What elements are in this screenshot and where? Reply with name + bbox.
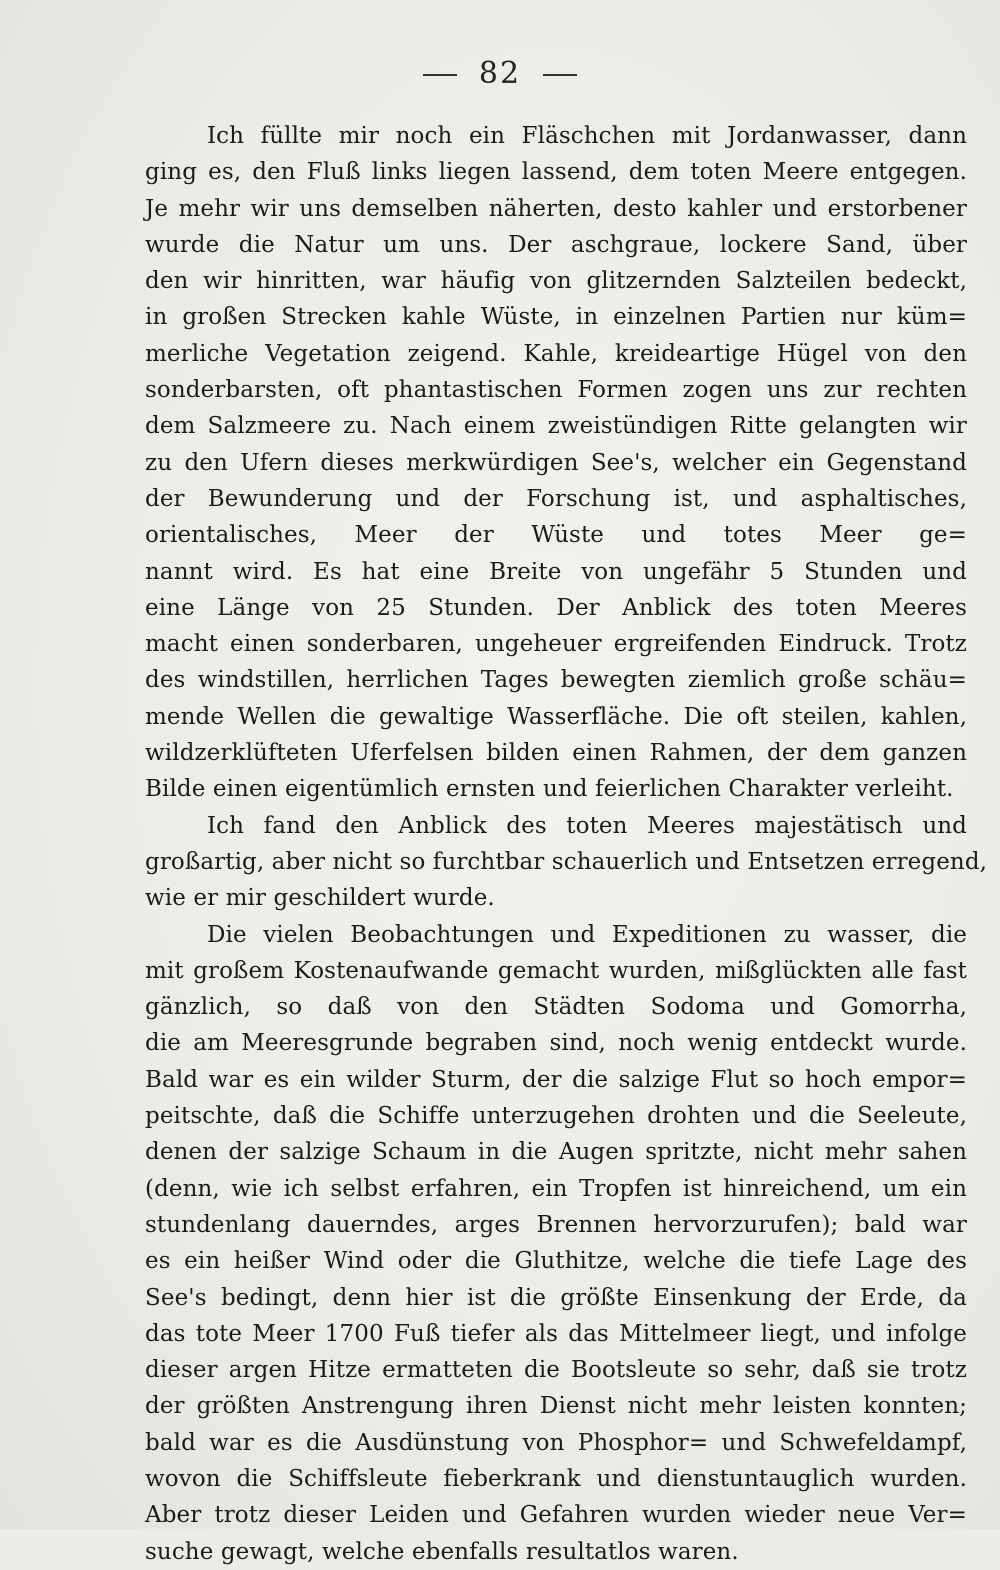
page-number: 82 xyxy=(478,56,522,91)
text-line: mit großem Kostenaufwande gemacht wurden, mißglückten alle fast xyxy=(145,957,967,984)
text-line: orientalisches, Meer der Wüste und totes Meer ge= xyxy=(145,522,967,549)
text-line: Bilde einen eigentümlich ernsten und feierlichen Charakter verleiht. xyxy=(145,776,954,803)
text-line: das tote Meer 1700 Fuß tiefer als das Mittelmeer liegt, und infolge xyxy=(145,1320,967,1347)
text-line: bald war es die Ausdünstung von Phosphor= und Schwefeldampf, xyxy=(145,1429,967,1456)
text-line: Aber trotz dieser Leiden und Gefahren wurden wieder neue Ver= xyxy=(145,1502,967,1529)
text-line: Die vielen Beobachtungen und Expeditionen zu wasser, die xyxy=(207,921,967,948)
text-line: großartig, aber nicht so furchtbar schauerlich und Entsetzen erregend, xyxy=(145,848,988,875)
text-line: macht einen sonderbaren, ungeheuer ergreifenden Eindruck. Trotz xyxy=(145,631,967,658)
text-line: stundenlang dauerndes, arges Brennen hervorzurufen); bald war xyxy=(145,1211,967,1238)
text-line: denen der salzige Schaum in die Augen spritzte, nicht mehr sahen xyxy=(145,1139,967,1166)
text-line: dieser argen Hitze ermatteten die Bootsleute so sehr, daß sie trotz xyxy=(145,1357,967,1384)
text-line: Je mehr wir uns demselben näherten, desto kahler und erstorbener xyxy=(145,195,967,222)
text-line: der größten Anstrengung ihren Dienst nicht mehr leisten konnten; xyxy=(145,1393,967,1420)
header-dash-left xyxy=(423,74,457,76)
text-line: See's bedingt, denn hier ist die größte Einsenkung der Erde, da xyxy=(145,1284,967,1311)
text-line: merliche Vegetation zeigend. Kahle, kreideartige Hügel von den xyxy=(145,340,967,367)
header-dash-right xyxy=(543,74,577,76)
text-line: es ein heißer Wind oder die Gluthitze, welche die tiefe Lage des xyxy=(145,1248,967,1275)
text-line: sonderbarsten, oft phantastischen Formen zogen uns zur rechten xyxy=(145,377,967,404)
text-line: des windstillen, herrlichen Tages bewegten ziemlich große schäu= xyxy=(145,667,967,694)
text-line: zu den Ufern dieses merkwürdigen See's, welcher ein Gegenstand xyxy=(145,449,967,476)
text-line: wurde die Natur um uns. Der aschgraue, lockere Sand, über xyxy=(145,231,967,258)
page-header xyxy=(0,56,1000,91)
text-line: (denn, wie ich selbst erfahren, ein Tropfen ist hinreichend, um ein xyxy=(145,1175,967,1202)
text-line: den wir hinritten, war häufig von glitzernden Salzteilen bedeckt, xyxy=(145,268,967,295)
body-text xyxy=(145,118,988,1570)
text-line: wie er mir geschildert wurde. xyxy=(145,885,495,912)
text-line: in großen Strecken kahle Wüste, in einzelnen Partien nur küm= xyxy=(145,304,967,331)
text-line: der Bewunderung und der Forschung ist, und asphaltisches, xyxy=(145,485,967,512)
text-line: die am Meeresgrunde begraben sind, noch wenig entdeckt wurde. xyxy=(145,1030,967,1057)
text-line: dem Salzmeere zu. Nach einem zweistündigen Ritte gelangten wir xyxy=(145,413,967,440)
text-line: gänzlich, so daß von den Städten Sodoma und Gomorrha, xyxy=(145,994,967,1021)
text-line: mende Wellen die gewaltige Wasserfläche. Die oft steilen, kahlen, xyxy=(145,703,967,730)
text-line: eine Länge von 25 Stunden. Der Anblick des toten Meeres xyxy=(145,594,967,621)
text-line: Ich fand den Anblick des toten Meeres majestätisch und xyxy=(207,812,967,839)
text-line: wovon die Schiffsleute fieberkrank und dienstuntauglich wurden. xyxy=(145,1465,967,1492)
text-line: ging es, den Fluß links liegen lassend, dem toten Meere entgegen. xyxy=(145,159,967,186)
text-line: Ich füllte mir noch ein Fläschchen mit Jordanwasser, dann xyxy=(207,123,967,149)
text-line: peitschte, daß die Schiffe unterzugehen drohten und die Seeleute, xyxy=(145,1103,967,1130)
text-line: suche gewagt, welche ebenfalls resultatlos waren. xyxy=(145,1538,739,1565)
text-line: Bald war es ein wilder Sturm, der die salzige Flut so hoch empor= xyxy=(145,1066,967,1093)
text-line: wildzerklüfteten Uferfelsen bilden einen Rahmen, der dem ganzen xyxy=(145,740,967,767)
text-line: nannt wird. Es hat eine Breite von ungefähr 5 Stunden und xyxy=(145,558,967,585)
